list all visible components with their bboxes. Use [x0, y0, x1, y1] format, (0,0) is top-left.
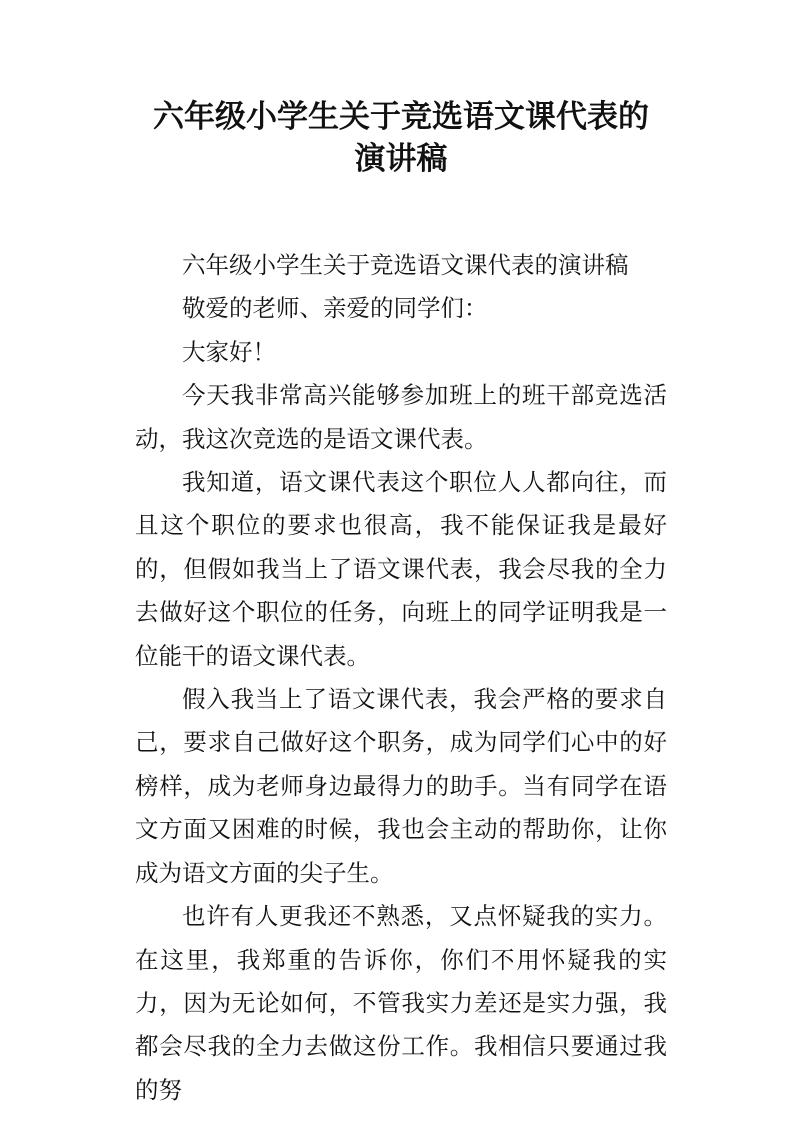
paragraph-intro: 今天我非常高兴能够参加班上的班干部竞选活动，我这次竞选的是语文课代表。	[135, 381, 667, 453]
paragraph-aspiration: 我知道，语文课代表这个职位人人都向往，而且这个职位的要求也很高，我不能保证我是最好的，但假如我当上了语文课代表，我会尽我的全力去做好这个职位的任务，向班上的同学证明我是一位能干的语文课代表。	[135, 468, 667, 670]
document-body	[135, 244, 667, 1112]
paragraph-greeting: 大家好！	[182, 337, 276, 366]
title-line-1: 六年级小学生关于竞选语文课代表的	[153, 99, 649, 135]
paragraph-assurance: 也许有人更我还不熟悉，又点怀疑我的实力。在这里，我郑重的告诉你，你们不用怀疑我的实力，因为无论如何，不管我实力差还是实力强，我都会尽我的全力去做这份工作。我相信只要通过我的努	[135, 902, 667, 1104]
paragraph-salutation: 敬爱的老师、亲爱的同学们：	[182, 294, 488, 323]
paragraph-heading-repeat: 六年级小学生关于竞选语文课代表的演讲稿	[182, 251, 629, 279]
paragraph-commitment: 假入我当上了语文课代表，我会严格的要求自己，要求自己做好这个职务，成为同学们心中的好榜样，成为老师身边最得力的助手。当有同学在语文方面又困难的时候，我也会主动的帮助你，让你成为语文方面的尖子生。	[135, 685, 667, 887]
document-title	[135, 96, 667, 180]
title-line-2: 演讲稿	[354, 141, 448, 177]
